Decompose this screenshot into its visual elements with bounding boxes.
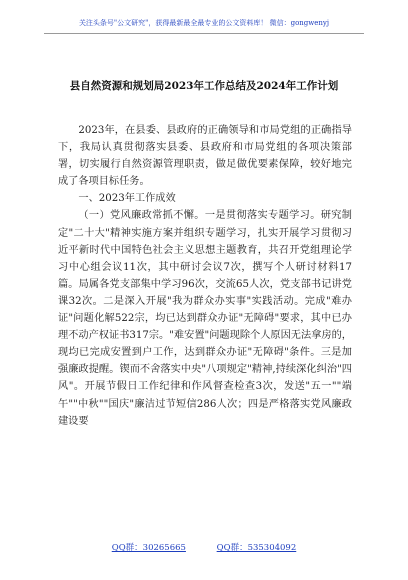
footer-qq-group-2[interactable]: QQ群：535304092	[216, 543, 297, 553]
header-notice: 关注头条号"公文研究"，获得最新最全最专业的公文资料库！ 微信：gongwenyj	[44, 18, 364, 34]
footer	[0, 541, 408, 553]
intro-paragraph: 2023年，在县委、县政府的正确领导和市局党组的正确指导下，我局认真贯彻落实县委、县政府和市局党组的各项决策部署，切实履行自然资源管理职责，做足做优要素保障，较好地完成了各项目标任务。	[58, 125, 352, 188]
document-title: 县自然资源和规划局2023年工作总结及2024年工作计划	[69, 80, 339, 92]
document-body	[58, 122, 352, 430]
footer-qq-group-1[interactable]: QQ群：30265665	[111, 543, 186, 553]
section-paragraph: （一）党风廉政常抓不懈。一是贯彻落实专题学习。研究制定"二十大"精神实施方案并组织专题学习，扎实开展学习贯彻习近平新时代中国特色社会主义思想主题教育，共召开党组理论学习中心组会议11次，其中研讨会议7次，撰写个人研讨材料17篇。局属各党支部集中学习96次，交流65人次，党支部书记讲党课32次。二是深入开展"我为群众办实事"实践活动。完成"难办证"问题化解522宗，均已达到群众办证"无障碍"要求，其中已办理不动产权证书317宗。"难安置"问题现除个人原因无法拿房的，现均已完成安置到户工作，达到群众办证"无障碍"条件。三是加强廉政提醒。锲而不舍落实中央"八项规定"精神,持续深化纠治"四风"。开展节假日工作纪律和作风督查检查3次，发送"五一""端午""中秋""国庆"廉洁过节短信286人次；四是严格落实党风廉政建设要	[58, 210, 352, 427]
section-heading: 一、2023年工作成效	[78, 193, 176, 205]
